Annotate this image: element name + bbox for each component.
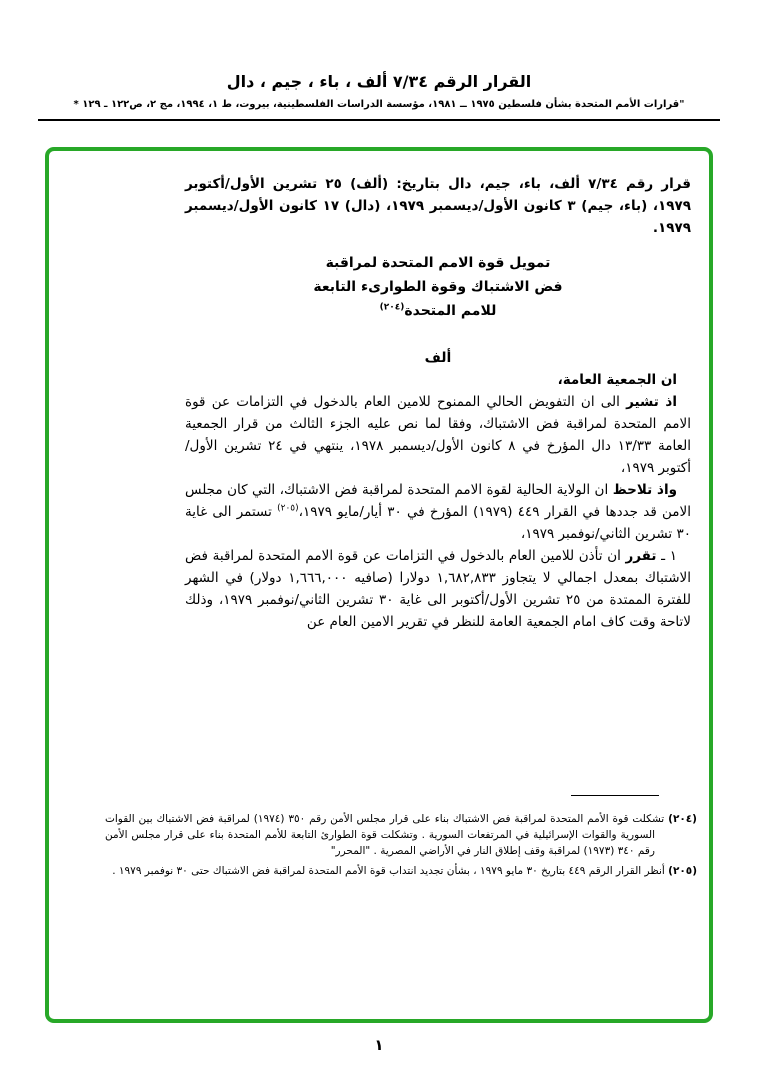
footnote-separator	[571, 795, 659, 796]
resolution-title-line-3	[185, 299, 691, 323]
resolution-title	[185, 251, 691, 323]
footnote-204-text: تشكلت قوة الأمم المتحدة لمراقبة فض الاشتباك بناء على قرار مجلس الأمن رقم ٣٥٠ (١٩٧٤) لمراقبة فض الاشتباك بين القوات السورية والقوات الإسرائيلية في المرتفعات السورية . وتشكلت قوة الطوارئ التابعة للأمم المتحدة بناء على قرار مجلس الأمن رقم ٣٤٠ (١٩٧٣) لمراقبة وقف إطلاق النار في الأراضي المصرية . "المحرر"	[105, 813, 665, 857]
preamble-para-2-text: ان الولاية الحالية لقوة الامم المتحدة لمراقبة فض الاشتباك، التي كان مجلس الامن قد جددها في القرار ٤٤٩ (١٩٧٩) المؤرخ في ٣٠ أيار/مايو ١٩٧٩،	[185, 482, 691, 520]
footnote-204-marker: (٢٠٤)	[668, 813, 697, 825]
footnote-205	[105, 863, 697, 879]
header-divider	[38, 119, 720, 121]
resolution-title-line-2: فض الاشتباك وقوة الطوارىء التابعة	[313, 279, 563, 295]
resolution-title-line-1: تمويل قوة الامم المتحدة لمراقبة	[325, 255, 551, 271]
section-heading-alif: ألف	[424, 350, 452, 366]
footnote-ref-204: (٢٠٤)	[379, 302, 405, 313]
resolution-title-line-3-text: للامم المتحدة	[404, 303, 497, 319]
content-frame	[45, 147, 713, 1023]
operative-para-1-number: ١ ـ	[656, 548, 677, 564]
operative-para-1-text: ان تأذن للامين العام بالدخول في التزامات عن قوة الامم المتحدة لمراقبة فض الاشتباك بمعدل اجمالي لا يتجاوز ١,٦٨٢,٨٣٣ دولارا (صافيه ١,٦٦٦,٠٠٠ دولار) في الشهر للفترة الممتدة من ٢٥ تشرين الأول/أكتوبر الى غاية ٣٠ تشرين الثاني/نوفمبر ١٩٧٩، وذلك لاتاحة وقت كاف امام الجمعية العامة للنظر في تقرير الامين العام عن	[185, 548, 691, 630]
preamble-para-2-text-cont: تستمر الى غاية ٣٠ تشرين الثاني/نوفمبر ١٩٧٩،	[185, 504, 691, 542]
preamble-para-1-lead: اذ تشير	[626, 394, 677, 410]
resolution-intro: قرار رقم ٧/٣٤ ألف، باء، جيم، دال بتاريخ: (ألف) ٢٥ تشرين الأول/أكتوبر ١٩٧٩، (باء، جيم) ٣ كانون الأول/ديسمبر ١٩٧٩، (دال) ١٧ كانون الأول/ديسمبر ١٩٧٩.	[185, 176, 692, 236]
preamble-opening: ان الجمعية العامة،	[557, 372, 677, 388]
footnote-204	[105, 811, 697, 859]
document-title: القرار الرقم ٧/٣٤ ألف ، باء ، جيم ، دال	[226, 72, 532, 91]
preamble-para-2	[185, 479, 691, 545]
operative-para-1	[185, 545, 691, 633]
page-number: ١	[374, 1036, 384, 1054]
resolution-body	[185, 173, 691, 633]
footnote-ref-205: (٢٠٥)	[277, 503, 299, 514]
document-header	[0, 72, 758, 110]
preamble-para-1	[185, 391, 691, 479]
footnote-205-marker: (٢٠٥)	[668, 865, 697, 877]
operative-para-1-lead: تقرر	[625, 548, 657, 564]
frame-content	[49, 151, 709, 1019]
source-citation: "قرارات الأمم المتحدة بشأن فلسطين ١٩٧٥ ــ ١٩٨١، مؤسسة الدراسات الفلسطينية، بيروت، ط ١، ١٩٩٤، مج ٢، ص١٢٢ ـ ١٢٩ *	[73, 99, 685, 110]
preamble-para-1-text: الى ان التفويض الحالي الممنوح للامين العام بالدخول في التزامات عن قوة الامم المتحدة لمراقبة فض الاشتباك، وفقا لما نص عليه الجزء الثالث من قرار الجمعية العامة ١٣/٣٣ دال المؤرخ في ٨ كانون الأول/ديسمبر ١٩٧٨، ينتهي في ٢٤ تشرين الأول/أكتوبر ١٩٧٩،	[185, 394, 691, 476]
footnotes-block	[105, 811, 697, 883]
footnote-205-text: أنظر القرار الرقم ٤٤٩ بتاريخ ٣٠ مايو ١٩٧٩ ، بشأن تجديد انتداب قوة الأمم المتحدة لمراقبة فض الاشتباك حتى ٣٠ نوفمبر ١٩٧٩ .	[112, 865, 665, 877]
preamble-para-2-lead: واذ تلاحظ	[612, 482, 678, 498]
